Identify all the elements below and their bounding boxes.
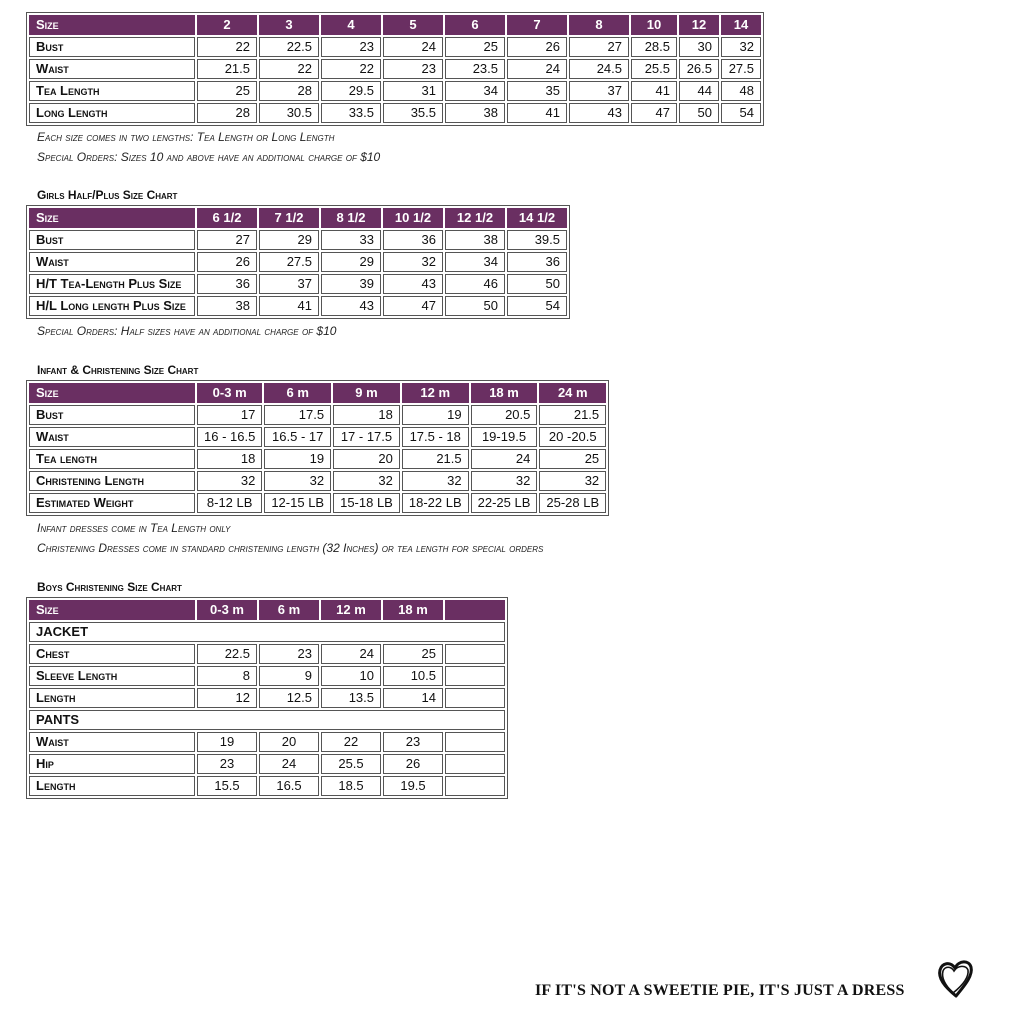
boys-christening-table xyxy=(26,597,508,799)
header-cell: 12 m xyxy=(321,600,381,620)
table-cell: 41 xyxy=(259,296,319,316)
table-cell: 35 xyxy=(507,81,567,101)
header-cell: Size xyxy=(29,600,195,620)
table-cell: 17 - 17.5 xyxy=(333,427,400,447)
table-cell: 22 xyxy=(321,732,381,752)
row-label: Length xyxy=(29,776,195,796)
table-cell: 27.5 xyxy=(721,59,761,79)
row-label: Tea length xyxy=(29,449,195,469)
table-cell: 25.5 xyxy=(321,754,381,774)
table-row xyxy=(29,776,505,796)
table-cell: 26 xyxy=(197,252,257,272)
table-note: Special Orders: Half sizes have an additional charge of $10 xyxy=(37,324,337,338)
table-cell: 23 xyxy=(383,732,443,752)
header-cell: Size xyxy=(29,208,195,228)
header-cell: 9 m xyxy=(333,383,400,403)
table-cell: 37 xyxy=(259,274,319,294)
header-cell: 12 1/2 xyxy=(445,208,505,228)
table-cell: 41 xyxy=(631,81,677,101)
table-cell xyxy=(445,666,505,686)
table-cell: 25 xyxy=(197,81,257,101)
table-cell: 13.5 xyxy=(321,688,381,708)
table-cell: 32 xyxy=(264,471,331,491)
table-cell: 32 xyxy=(539,471,606,491)
table-cell: 26.5 xyxy=(679,59,719,79)
header-cell: 0-3 m xyxy=(197,383,262,403)
header-cell: 7 1/2 xyxy=(259,208,319,228)
header-cell: 18 m xyxy=(471,383,538,403)
section-row xyxy=(29,710,505,730)
row-label: Hip xyxy=(29,754,195,774)
header-cell: 8 1/2 xyxy=(321,208,381,228)
table-cell: 31 xyxy=(383,81,443,101)
table-cell: 21.5 xyxy=(402,449,469,469)
header-cell: 10 xyxy=(631,15,677,35)
header-cell: 24 m xyxy=(539,383,606,403)
table-cell: 16.5 xyxy=(259,776,319,796)
table-cell: 12 xyxy=(197,688,257,708)
header-cell: 0-3 m xyxy=(197,600,257,620)
table-cell: 16 - 16.5 xyxy=(197,427,262,447)
table-cell: 22 xyxy=(321,59,381,79)
table-cell: 12-15 LB xyxy=(264,493,331,513)
table-cell: 25 xyxy=(539,449,606,469)
table-cell: 8 xyxy=(197,666,257,686)
row-label: Waist xyxy=(29,252,195,272)
table-cell: 38 xyxy=(445,103,505,123)
table-cell: 54 xyxy=(507,296,567,316)
table-cell: 32 xyxy=(197,471,262,491)
table-note: Christening Dresses come in standard christening length (32 Inches) or tea length for special orders xyxy=(37,541,544,555)
table-cell: 18-22 LB xyxy=(402,493,469,513)
table-cell: 19 xyxy=(402,405,469,425)
header-cell: 14 1/2 xyxy=(507,208,567,228)
row-label: Length xyxy=(29,688,195,708)
table-cell: 47 xyxy=(383,296,443,316)
table-cell: 32 xyxy=(721,37,761,57)
table-cell: 24 xyxy=(507,59,567,79)
table-cell: 27 xyxy=(569,37,629,57)
table-cell: 23 xyxy=(383,59,443,79)
row-label: Tea Length xyxy=(29,81,195,101)
table-row xyxy=(29,427,606,447)
table-cell: 43 xyxy=(569,103,629,123)
table-cell: 43 xyxy=(383,274,443,294)
row-label: H/T Tea-Length Plus Size xyxy=(29,274,195,294)
section-label: JACKET xyxy=(29,622,505,642)
table-cell xyxy=(445,732,505,752)
table-row xyxy=(29,296,567,316)
header-cell: 6 1/2 xyxy=(197,208,257,228)
header-cell: Size xyxy=(29,15,195,35)
table-cell: 41 xyxy=(507,103,567,123)
table-cell: 22 xyxy=(259,59,319,79)
table-cell: 26 xyxy=(383,754,443,774)
table-cell: 28 xyxy=(259,81,319,101)
table-note: Special Orders: Sizes 10 and above have an additional charge of $10 xyxy=(37,150,381,164)
table-cell: 23 xyxy=(197,754,257,774)
table-row xyxy=(29,644,505,664)
table-cell: 22 xyxy=(197,37,257,57)
table-cell: 22-25 LB xyxy=(471,493,538,513)
table-cell: 18 xyxy=(333,405,400,425)
table-cell: 9 xyxy=(259,666,319,686)
table-cell: 18 xyxy=(197,449,262,469)
table-cell: 32 xyxy=(402,471,469,491)
table-row xyxy=(29,274,567,294)
table-cell: 39 xyxy=(321,274,381,294)
table-cell: 32 xyxy=(383,252,443,272)
girls-half-plus-table xyxy=(26,205,570,319)
header-cell: 6 m xyxy=(259,600,319,620)
table-cell: 24 xyxy=(471,449,538,469)
table-cell: 29.5 xyxy=(321,81,381,101)
header-cell: 12 xyxy=(679,15,719,35)
table-cell: 20 -20.5 xyxy=(539,427,606,447)
table-cell: 17.5 xyxy=(264,405,331,425)
heart-icon xyxy=(936,956,976,1000)
footer-tagline: IF IT'S NOT A SWEETIE PIE, IT'S JUST A DRESS xyxy=(535,982,905,999)
table-row xyxy=(29,493,606,513)
table-cell: 21.5 xyxy=(197,59,257,79)
table-row xyxy=(29,732,505,752)
table-row xyxy=(29,252,567,272)
section-title: Boys Christening Size Chart xyxy=(37,580,182,594)
table-header-row xyxy=(29,208,567,228)
table-cell: 19-19.5 xyxy=(471,427,538,447)
header-cell: 8 xyxy=(569,15,629,35)
row-label: Sleeve Length xyxy=(29,666,195,686)
row-label: Bust xyxy=(29,230,195,250)
row-label: Bust xyxy=(29,405,195,425)
table-cell: 26 xyxy=(507,37,567,57)
table-cell: 36 xyxy=(197,274,257,294)
table-cell xyxy=(445,644,505,664)
header-cell: 4 xyxy=(321,15,381,35)
row-label: Waist xyxy=(29,59,195,79)
table-header-row xyxy=(29,600,505,620)
table-cell: 19 xyxy=(264,449,331,469)
table-cell: 17 xyxy=(197,405,262,425)
table-cell: 10.5 xyxy=(383,666,443,686)
table-cell: 25 xyxy=(445,37,505,57)
table-cell: 34 xyxy=(445,252,505,272)
table-cell: 43 xyxy=(321,296,381,316)
header-cell: 2 xyxy=(197,15,257,35)
table-cell: 27.5 xyxy=(259,252,319,272)
table-cell: 30.5 xyxy=(259,103,319,123)
table-cell: 28 xyxy=(197,103,257,123)
header-cell: 5 xyxy=(383,15,443,35)
table-header-row xyxy=(29,383,606,403)
table-cell: 22.5 xyxy=(259,37,319,57)
table-cell: 48 xyxy=(721,81,761,101)
header-cell: 3 xyxy=(259,15,319,35)
table-header-row xyxy=(29,15,761,35)
table-cell: 15-18 LB xyxy=(333,493,400,513)
table-cell: 21.5 xyxy=(539,405,606,425)
table-row xyxy=(29,688,505,708)
table-cell: 25.5 xyxy=(631,59,677,79)
table-cell: 32 xyxy=(471,471,538,491)
table-row xyxy=(29,405,606,425)
table-cell: 14 xyxy=(383,688,443,708)
table-cell: 47 xyxy=(631,103,677,123)
header-cell: 6 m xyxy=(264,383,331,403)
table-cell: 33.5 xyxy=(321,103,381,123)
table-cell: 18.5 xyxy=(321,776,381,796)
table-note: Each size comes in two lengths: Tea Length or Long Length xyxy=(37,130,335,144)
table-row xyxy=(29,230,567,250)
row-label: Christening Length xyxy=(29,471,195,491)
table-row xyxy=(29,81,761,101)
table-cell: 24.5 xyxy=(569,59,629,79)
table-row xyxy=(29,37,761,57)
table-cell: 23 xyxy=(259,644,319,664)
table-cell: 19 xyxy=(197,732,257,752)
section-label: PANTS xyxy=(29,710,505,730)
table-cell: 19.5 xyxy=(383,776,443,796)
table-cell: 30 xyxy=(679,37,719,57)
table-cell: 25-28 LB xyxy=(539,493,606,513)
row-label: Long Length xyxy=(29,103,195,123)
header-cell: 12 m xyxy=(402,383,469,403)
table-cell: 46 xyxy=(445,274,505,294)
table-cell: 17.5 - 18 xyxy=(402,427,469,447)
table-cell: 38 xyxy=(197,296,257,316)
table-cell: 22.5 xyxy=(197,644,257,664)
table-cell: 15.5 xyxy=(197,776,257,796)
section-row xyxy=(29,622,505,642)
table-note: Infant dresses come in Tea Length only xyxy=(37,521,231,535)
table-cell: 50 xyxy=(679,103,719,123)
section-title: Infant & Christening Size Chart xyxy=(37,363,199,377)
table-row xyxy=(29,754,505,774)
header-cell: 14 xyxy=(721,15,761,35)
table-cell xyxy=(445,688,505,708)
row-label: Estimated Weight xyxy=(29,493,195,513)
table-cell: 23 xyxy=(321,37,381,57)
table-cell xyxy=(445,754,505,774)
table-cell: 33 xyxy=(321,230,381,250)
table-cell: 34 xyxy=(445,81,505,101)
table-cell: 10 xyxy=(321,666,381,686)
table-cell: 12.5 xyxy=(259,688,319,708)
table-cell: 32 xyxy=(333,471,400,491)
header-cell xyxy=(445,600,505,620)
row-label: Chest xyxy=(29,644,195,664)
table-cell: 25 xyxy=(383,644,443,664)
girls-size-table xyxy=(26,12,764,126)
section-title: Girls Half/Plus Size Chart xyxy=(37,188,178,202)
table-cell: 29 xyxy=(321,252,381,272)
table-cell: 20 xyxy=(333,449,400,469)
table-cell: 36 xyxy=(507,252,567,272)
table-cell: 23.5 xyxy=(445,59,505,79)
table-cell xyxy=(445,776,505,796)
row-label: Waist xyxy=(29,427,195,447)
row-label: Waist xyxy=(29,732,195,752)
header-cell: 10 1/2 xyxy=(383,208,443,228)
infant-christening-table xyxy=(26,380,609,516)
table-cell: 20 xyxy=(259,732,319,752)
table-row xyxy=(29,666,505,686)
table-cell: 36 xyxy=(383,230,443,250)
table-cell: 35.5 xyxy=(383,103,443,123)
table-cell: 28.5 xyxy=(631,37,677,57)
header-cell: 18 m xyxy=(383,600,443,620)
table-cell: 8-12 LB xyxy=(197,493,262,513)
table-cell: 38 xyxy=(445,230,505,250)
table-row xyxy=(29,449,606,469)
table-cell: 54 xyxy=(721,103,761,123)
header-cell: 7 xyxy=(507,15,567,35)
table-cell: 24 xyxy=(259,754,319,774)
header-cell: 6 xyxy=(445,15,505,35)
table-cell: 50 xyxy=(445,296,505,316)
table-cell: 27 xyxy=(197,230,257,250)
row-label: Bust xyxy=(29,37,195,57)
row-label: H/L Long length Plus Size xyxy=(29,296,195,316)
header-cell: Size xyxy=(29,383,195,403)
table-cell: 24 xyxy=(321,644,381,664)
table-cell: 50 xyxy=(507,274,567,294)
table-cell: 24 xyxy=(383,37,443,57)
table-cell: 39.5 xyxy=(507,230,567,250)
table-cell: 44 xyxy=(679,81,719,101)
table-row xyxy=(29,59,761,79)
table-cell: 20.5 xyxy=(471,405,538,425)
table-cell: 37 xyxy=(569,81,629,101)
table-cell: 29 xyxy=(259,230,319,250)
table-cell: 16.5 - 17 xyxy=(264,427,331,447)
table-row xyxy=(29,471,606,491)
table-row xyxy=(29,103,761,123)
